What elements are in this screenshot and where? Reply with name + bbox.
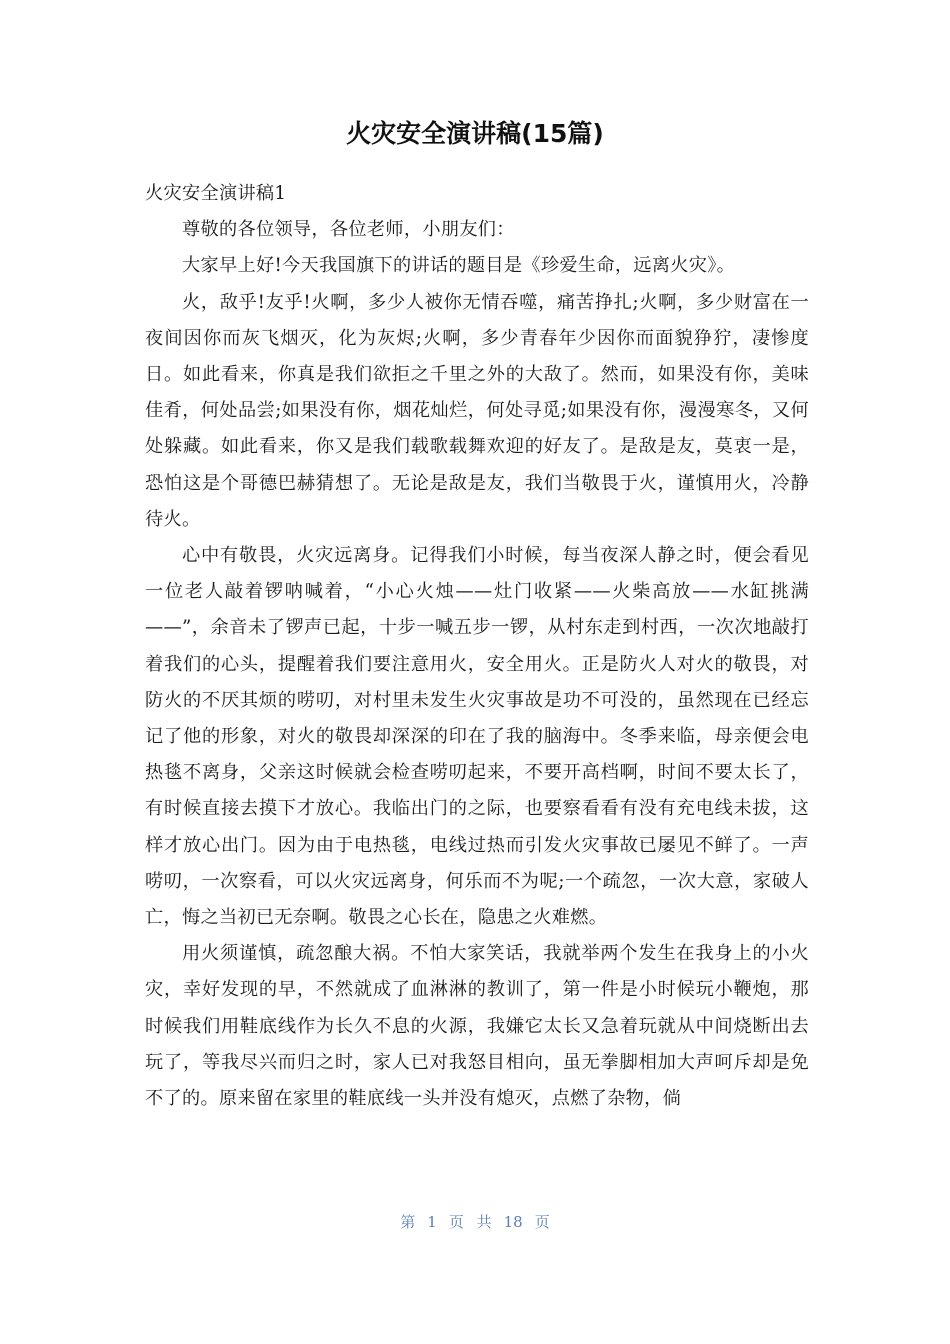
document-title: 火灾安全演讲稿(15篇): [346, 119, 604, 148]
section-heading: 火灾安全演讲稿1: [145, 183, 287, 204]
paragraph-respect-fire: 心中有敬畏，火灾远离身。记得我们小时候，每当夜深人静之时，便会看见一位老人敲着锣呐喊着，“小心火烛——灶门收紧——火柴高放——水缸挑满——”，余音未了锣声已起，十步一喊五步一锣，从村东走到村西，一次次地敲打着我们的心头，提醒着我们要注意用火，安全用火。正是防火人对火的敬畏，对防火的不厌其烦的唠叨，对村里未发生火灾事故是功不可没的，虽然现在已经忘记了他的形象，对火的敬畏却深深的印在了我的脑海中。冬季来临，母亲便会电热毯不离身，父亲这时候就会检查唠叨起来，不要开高档啊，时间不要太长了，有时候直接去摸下才放心。我临出门的之际，也要察看看有没有充电线未拔，这样才放心出门。因为由于电热毯，电线过热而引发火灾事故已屡见不鲜了。一声唠叨，一次察看，可以火灾远离身，何乐而不为呢;一个疏忽，一次大意，家破人亡，悔之当初已无奈啊。敬畏之心长在，隐患之火难燃。: [145, 545, 809, 929]
footer-total-pages: 18: [503, 1213, 523, 1231]
footer-prefix: 第: [400, 1213, 416, 1231]
footer-page-number: 1: [427, 1213, 437, 1231]
paragraph-careful-use: 用火须谨慎，疏忽酿大祸。不怕大家笑话，我就举两个发生在我身上的小火灾，幸好发现的早，不然就成了血淋淋的教训了，第一件是小时候玩小鞭炮，那时候我们用鞋底线作为长久不息的火源，我嫌它太长又急着玩就从中间烧断出去玩了，等我尽兴而归之时，家人已对我怒目相向，虽无拳脚相加大声呵斥却是免不了的。原来留在家里的鞋底线一头并没有熄灭，点燃了杂物，倘: [145, 943, 809, 1110]
document-body: [145, 176, 809, 1117]
paragraph-greeting: 大家早上好!今天我国旗下的讲话的题目是《珍爱生命，远离火灾》。: [182, 255, 736, 277]
paragraph-fire-friend-or-foe: 火，敌乎!友乎!火啊，多少人被你无情吞噬，痛苦挣扎;火啊，多少财富在一夜间因你而灰飞烟灭，化为灰烬;火啊，多少青春年少因你而面貌狰狞，凄惨度日。如此看来，你真是我们欲拒之千里之外的大敌了。然而，如果没有你，美味佳肴，何处品尝;如果没有你，烟花灿烂，何处寻觅;如果没有你，漫漫寒冬，又何处躲藏。如此看来，你又是我们载歌载舞欢迎的好友了。是敌是友，莫衷一是，恐怕这是个哥德巴赫猜想了。无论是敌是友，我们当敬畏于火，谨慎用火，冷静待火。: [145, 291, 809, 530]
page-footer: [0, 1210, 950, 1234]
paragraph-salutation: 尊敬的各位领导，各位老师，小朋友们：: [182, 219, 515, 241]
footer-middle: 页 共: [448, 1213, 492, 1231]
footer-suffix: 页: [534, 1213, 550, 1231]
